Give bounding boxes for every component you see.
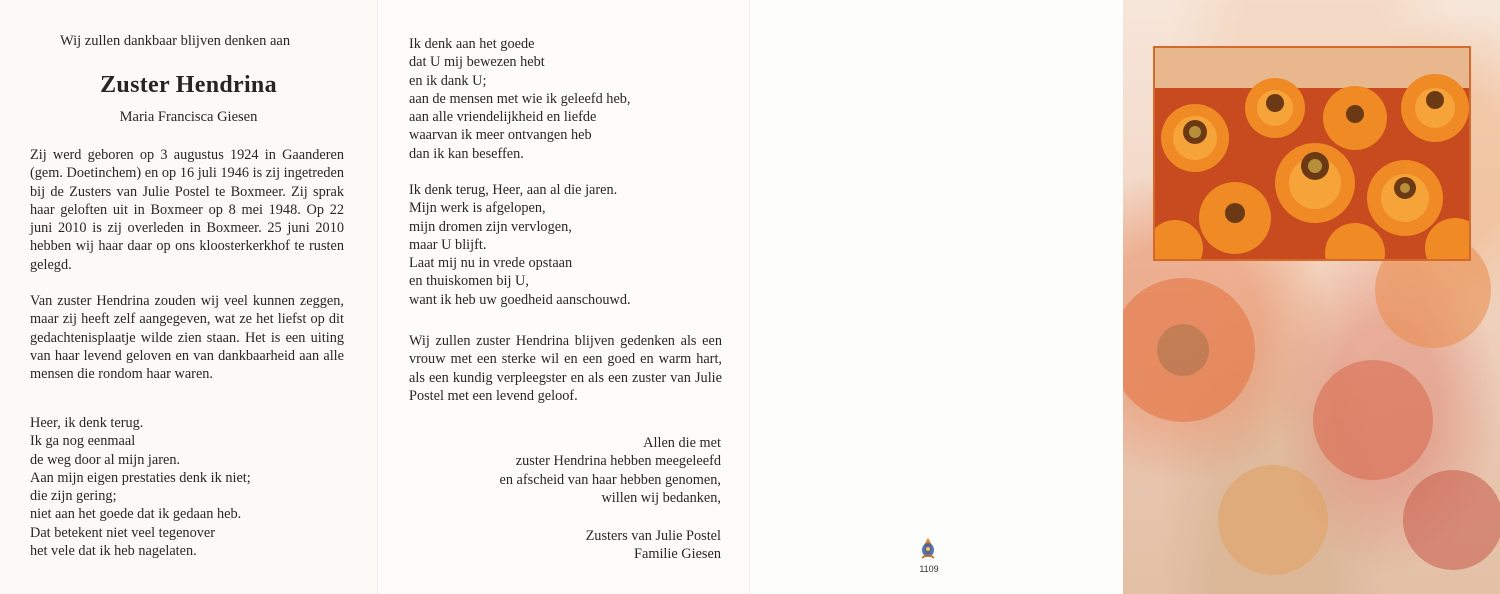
poem-line: Ik denk terug, Heer, aan al die jaren. [409, 182, 618, 198]
thanks-line: zuster Hendrina hebben meegeleefd [515, 453, 721, 470]
poem-line: waarvan ik meer ontvangen heb [409, 127, 592, 144]
intro-paragraph: Van zuster Hendrina zouden wij veel kunnen zeggen, maar zij heeft zelf aangegeven, wat ze het liefst op dit gedachtenisplaatje wilde zien staan. Het is een uiting van haar levend geloven en van dankbaarheid aan alle mensen die rondom haar waren. [30, 293, 344, 383]
thanks-line: Allen die met [643, 435, 721, 451]
poem-line: aan alle vriendelijkheid en liefde [409, 109, 597, 126]
thanks-line: willen wij bedanken, [601, 489, 721, 506]
poem-line: niet aan het goede dat ik gedaan heb. [30, 506, 242, 523]
remembrance-paragraph: Wij zullen zuster Hendrina blijven gedenken als een vrouw met een sterke wil en een goed en warm hart, als een kundig verpleegster en als een zuster van Julie Postel met een levend geloof. [409, 333, 722, 404]
poem-line: de weg door al mijn jaren. [30, 451, 181, 468]
deceased-full-name: Maria Francisca Giesen [119, 109, 258, 125]
middle-card-panel [377, 0, 749, 594]
poem-line: dan ik kan beseffen. [409, 145, 524, 162]
thanks-block [499, 434, 721, 507]
poem-line: en thuiskomen bij U, [409, 273, 529, 290]
flower-emblem-icon [913, 536, 943, 567]
poem-line: mijn dromen zijn vervlogen, [409, 218, 572, 235]
poem-line: Heer, ik denk terug. [30, 415, 144, 431]
print-code: 1109 [919, 564, 939, 574]
poem-line: Dat betekent niet veel tegenover [30, 524, 215, 541]
poem-stanza-one [409, 35, 631, 163]
poem-part-one [30, 414, 251, 560]
poem-line: Laat mij nu in vrede opstaan [409, 255, 573, 272]
floral-cover-panel [1123, 0, 1500, 594]
orange-flowers-photo [1153, 46, 1471, 261]
signature-line: Zusters van Julie Postel [585, 528, 721, 544]
thanks-line: en afscheid van haar hebben genomen, [499, 471, 721, 488]
signature-line: Familie Giesen [634, 546, 721, 563]
poem-line: want ik heb uw goedheid aanschouwd. [409, 291, 631, 308]
poem-stanza-two [409, 181, 631, 309]
blank-card-panel [749, 0, 1123, 594]
biography-paragraph: Zij werd geboren op 3 augustus 1924 in Gaanderen (gem. Doetinchem) en op 16 juli 1946 is zij ingetreden bij de Zusters van Julie Postel te Boxmeer. Zij sprak haar geloften uit in Boxmeer op 8 mei 1948. Op 22 juni 2010 is zij overleden in Boxmeer. 25 juni 2010 hebben wij haar daar op ons kloosterkerkhof te rusten gelegd. [30, 147, 344, 273]
signature-block [586, 527, 721, 564]
deceased-name: Zuster Hendrina [100, 72, 277, 98]
poem-line: Mijn werk is afgelopen, [409, 200, 546, 217]
poem-line: Ik ga nog eenmaal [30, 433, 136, 450]
poem-line: dat U mij bewezen hebt [409, 54, 545, 71]
poem-line: maar U blijft. [409, 236, 487, 253]
left-card-panel [0, 0, 377, 594]
lead-text: Wij zullen dankbaar blijven denken aan [60, 33, 291, 49]
poem-line: aan de mensen met wie ik geleefd heb, [409, 90, 631, 107]
poem-line: Ik denk aan het goede [409, 36, 535, 52]
poem-line: Aan mijn eigen prestaties denk ik niet; [30, 469, 251, 486]
poem-line: die zijn gering; [30, 488, 117, 505]
poem-line: het vele dat ik heb nagelaten. [30, 543, 197, 560]
poem-line: en ik dank U; [409, 72, 487, 89]
